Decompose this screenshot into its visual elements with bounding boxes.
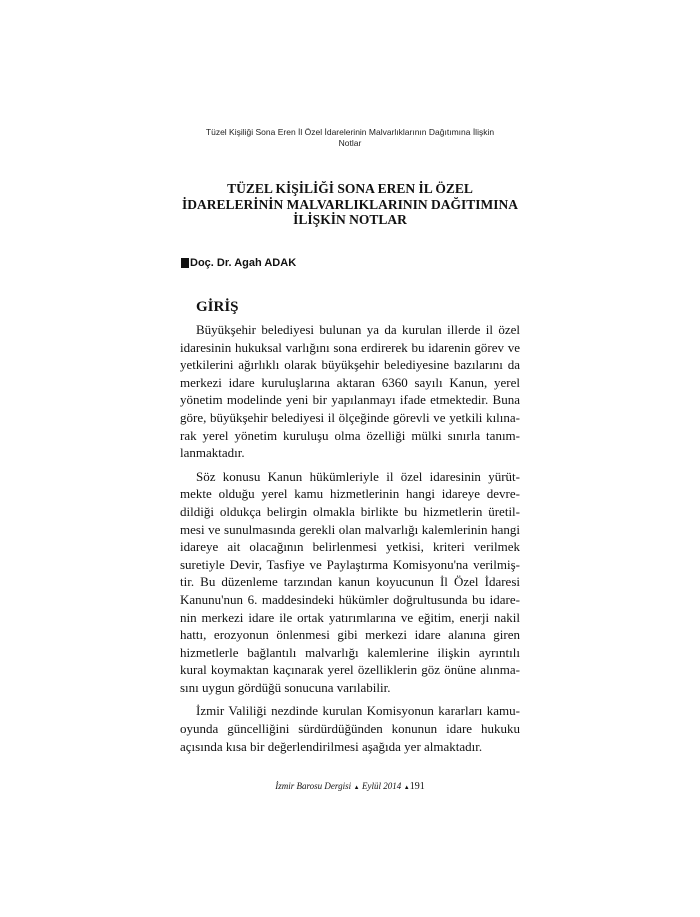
text-line: Kanunu'nun 6. maddesindeki hükümler doğrultusunda bu idare- xyxy=(180,591,520,607)
text-line: idareye ait olacağının belirlenmesi yetkisi, kriteri verilmek xyxy=(180,539,520,555)
text-line: hizmetlerle bağlantılı malvarlığı kalemlerine ilişkin ayrıntılı xyxy=(180,644,520,660)
text-line: dildiği oldukça belirgin olmakla birlikte bu hizmetlerin üretil- xyxy=(180,503,520,519)
text-line: rak yerel yönetim kuruluşu olma özelliği mülki sınırla tanım- xyxy=(180,427,520,443)
text-line: Söz konusu Kanun hükümleriyle il özel idaresinin yürüt- xyxy=(196,468,520,484)
author-name: Doç. Dr. Agah ADAK xyxy=(190,257,297,269)
footnote-marker-icon xyxy=(181,258,189,268)
paragraph xyxy=(180,321,520,462)
page-number: 191 xyxy=(409,781,425,793)
running-header-line: Tüzel Kişiliği Sona Eren İl Özel İdarelerinin Malvarlıklarının Dağıtımına İlişkin xyxy=(205,127,495,137)
separator-icon: ▲ xyxy=(353,785,360,792)
paragraph xyxy=(180,468,520,697)
separator-icon: ▲ xyxy=(403,785,410,792)
text-line: kural koymaktan kaçınarak yerel özelliklerin göz önüne alınma- xyxy=(180,662,520,678)
running-header-line: Notlar xyxy=(338,138,362,148)
journal-name: İzmir Barosu Dergisi xyxy=(275,781,352,792)
text-line: İzmir Valiliği nezdinde kurulan Komisyonun kararları kamu- xyxy=(196,703,520,719)
title-line: İLİŞKİN NOTLAR xyxy=(293,212,407,227)
text-line: lanmaktadır. xyxy=(180,445,245,461)
text-line: oyunda güncelliğini sürdürdüğünden konunun idare hukuku xyxy=(180,721,520,737)
text-line: hattı, erozyonun önlenmesi gibi merkezi idare alanına giren xyxy=(180,627,520,643)
section-heading: GİRİŞ xyxy=(196,299,239,315)
text-line: Büyükşehir belediyesi bulunan ya da kurulan illerde il özel xyxy=(196,322,520,337)
running-header xyxy=(175,127,525,149)
author xyxy=(181,257,296,269)
text-line: merkezi idare kuruluşlarına aktaran 6360 sayılı Kanun, yerel xyxy=(180,374,520,390)
text-line: idaresinin hukuksal varlığını sona erdirerek bu idarenin görev ve xyxy=(180,339,520,355)
text-line: mesi ve sunulmasında gerekli olan malvarlığı kalemlerinin hangi xyxy=(180,521,520,537)
text-line: tir. Bu düzenleme tarzından kanun koyucunun İl Özel İdaresi xyxy=(180,574,520,590)
page-footer xyxy=(180,779,520,795)
text-line: mekte olduğu yerel kamu hizmetlerinin hangi idareye devre- xyxy=(180,486,520,502)
text-line: açısında kısa bir değerlendirilmesi aşağıda yer almaktadır. xyxy=(180,738,483,754)
text-line: göre, büyükşehir belediyesi il ölçeğinde görevli ve yetkili kılına- xyxy=(180,409,520,425)
text-line: yetkilerini ağırlıklı olarak büyükşehir belediyesine bazılarını da xyxy=(180,357,520,373)
text-line: yönetim modelinde yeni bir yapılanmayı ifade etmektedir. Buna xyxy=(180,392,520,408)
text-line: nin merkezi idare ile ortak yatırımlarına ve eğitim, enerji nakil xyxy=(180,609,520,625)
paragraph xyxy=(180,702,520,755)
article-body xyxy=(180,321,520,795)
title-line: TÜZEL KİŞİLİĞİ SONA EREN İL ÖZEL xyxy=(227,181,473,196)
title-line: İDARELERİNİN MALVARLIKLARININ DAĞITIMINA xyxy=(181,196,519,212)
issue-date: Eylül 2014 xyxy=(362,781,402,792)
text-line: sını uygun gördüğü sonucuna varılabilir. xyxy=(180,679,391,695)
text-line: suretiyle Devir, Tasfiye ve Paylaştırma Komisyonu'na verilmiş- xyxy=(180,556,520,572)
article-title xyxy=(170,181,530,228)
